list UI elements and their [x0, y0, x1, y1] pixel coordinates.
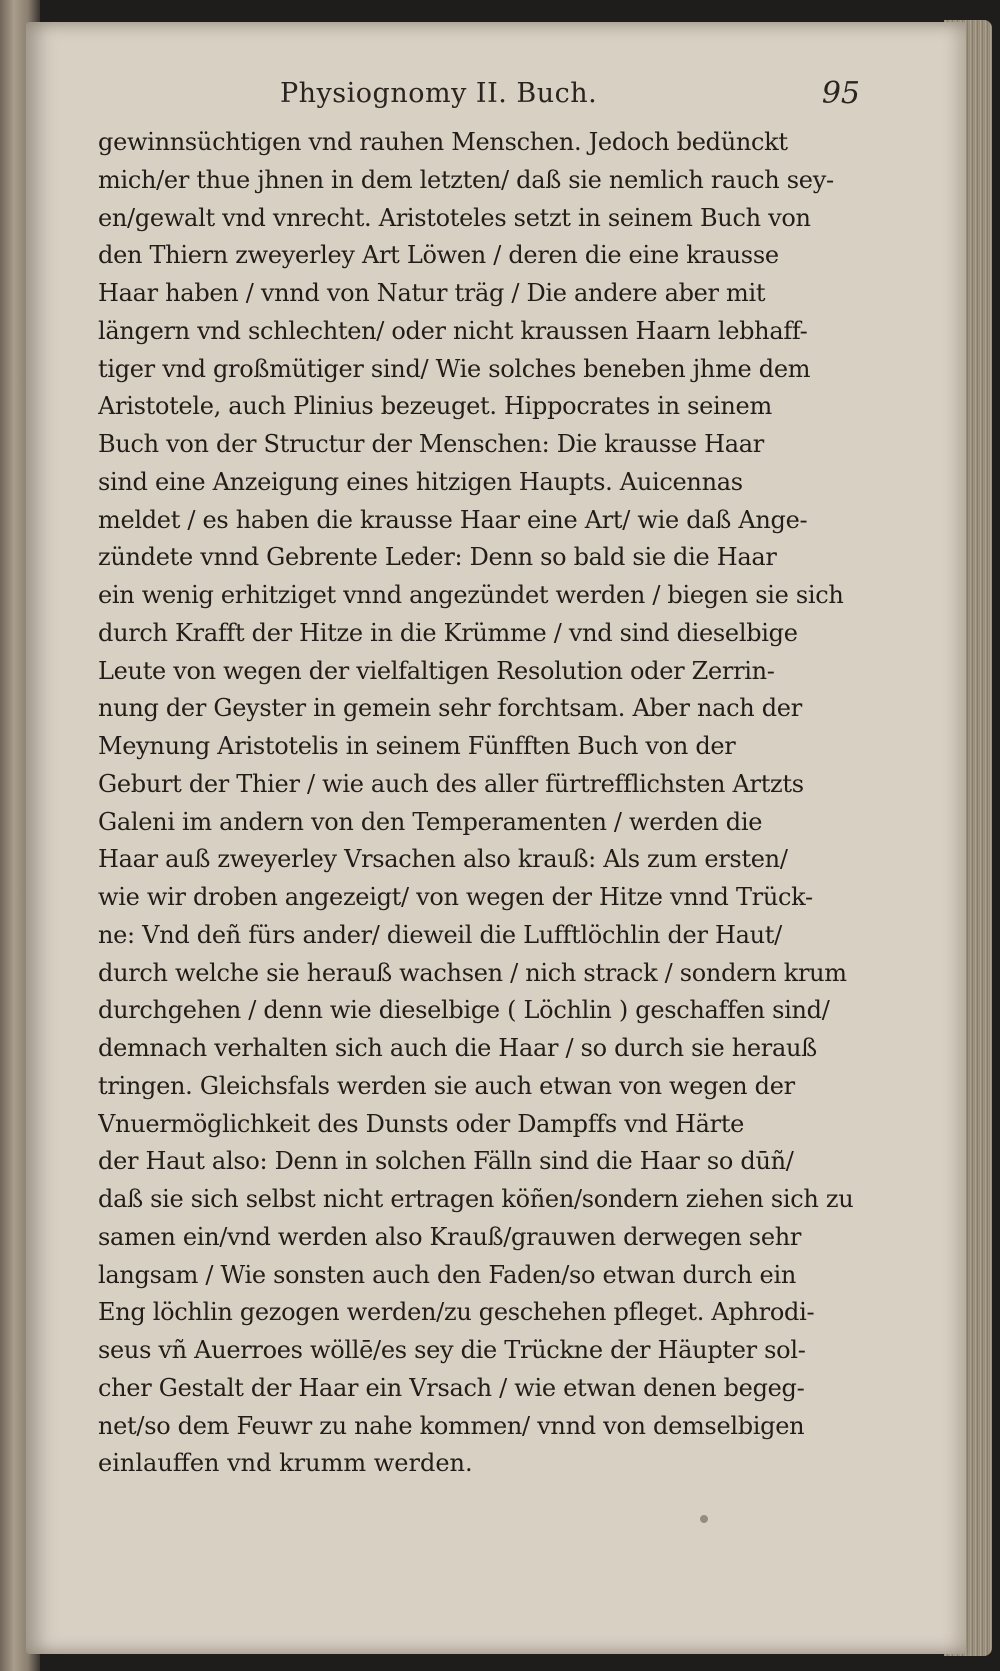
text-line: Haar haben / vnnd von Natur träg / Die andere aber mit: [98, 279, 766, 307]
text-line: mich/er thue jhnen in dem letzten/ daß sie nemlich rauch sey-: [98, 165, 834, 194]
text-line: daß sie sich selbst nicht ertragen köñen/sondern ziehen sich zu: [98, 1185, 854, 1213]
text-line: Geburt der Thier / wie auch des aller fürtrefflichsten Artzts: [98, 769, 804, 798]
text-line: seus vñ Auerroes wöllē/es sey die Trückne der Häupter sol-: [98, 1336, 806, 1364]
text-line: der Haut also: Denn in solchen Fälln sind die Haar so dūñ/: [98, 1147, 794, 1176]
text-line: einlauffen vnd krumm werden.: [98, 1449, 473, 1478]
text-line: Meynung Aristotelis in seinem Fünfften Buch von der: [98, 732, 736, 760]
text-line: Galeni im andern von den Temperamenten / werden die: [98, 807, 763, 836]
text-line: ein wenig erhitziget vnnd angezündet werden / biegen sie sich: [98, 581, 844, 609]
text-line: durch Krafft der Hitze in die Krümme / vnd sind dieselbige: [98, 618, 798, 647]
text-line: net/so dem Feuwr zu nahe kommen/ vnnd von demselbigen: [98, 1411, 805, 1440]
page-number: 95: [821, 76, 860, 111]
text-line: samen ein/vnd werden also Krauß/grauwen derwegen sehr: [98, 1222, 802, 1251]
text-line: langsam / Wie sonsten auch den Faden/so etwan durch ein: [98, 1260, 796, 1289]
text-line: gewinnsüchtigen vnd rauhen Menschen. Jedoch bedünckt: [98, 128, 788, 156]
text-line: Vnuermöglichkeit des Dunsts oder Dampffs vnd Härte: [98, 1109, 745, 1138]
text-line: tiger vnd großmütiger sind/ Wie solches beneben jhme dem: [98, 354, 811, 383]
text-line: meldet / es haben die krausse Haar eine Art/ wie daß Ange-: [98, 505, 808, 534]
text-line: ne: Vnd deñ fürs ander/ dieweil die Lufftlöchlin der Haut/: [98, 920, 782, 949]
text-line: nung der Geyster in gemein sehr forchtsam. Aber nach der: [98, 694, 802, 723]
page-header: [100, 78, 860, 118]
text-line: tringen. Gleichsfals werden sie auch etwan von wegen der: [98, 1071, 795, 1100]
text-line: Leute von wegen der vielfaltigen Resolution oder Zerrin-: [98, 656, 775, 685]
text-line: durchgehen / denn wie dieselbige ( Löchlin ) geschaffen sind/: [98, 996, 830, 1025]
text-line: cher Gestalt der Haar ein Vrsach / wie etwan denen begeg-: [98, 1373, 805, 1402]
running-head: Physiognomy II. Buch.: [280, 78, 598, 109]
text-line: zündete vnnd Gebrente Leder: Denn so bald sie die Haar: [98, 543, 777, 572]
text-line: durch welche sie herauß wachsen / nich strack / sondern krum: [98, 958, 847, 987]
text-line: demnach verhalten sich auch die Haar / so durch sie herauß: [98, 1034, 817, 1062]
text-line: Eng löchlin gezogen werden/zu geschehen pfleget. Aphrodi-: [98, 1298, 815, 1327]
text-line: en/gewalt vnd vnrecht. Aristoteles setzt in seinem Buch von: [98, 203, 811, 232]
text-line: wie wir droben angezeigt/ von wegen der Hitze vnnd Trück-: [98, 883, 813, 911]
text-line: längern vnd schlechten/ oder nicht kraussen Haarn lebhaff-: [98, 316, 808, 345]
body-text: [98, 124, 858, 1483]
text-line: den Thiern zweyerley Art Löwen / deren die eine krausse: [98, 241, 779, 270]
text-line: Haar auß zweyerley Vrsachen also krauß: Als zum ersten/: [98, 845, 788, 874]
text-line: Buch von der Structur der Menschen: Die krausse Haar: [98, 430, 764, 458]
paper-speck: [700, 1515, 708, 1523]
text-line: sind eine Anzeigung eines hitzigen Haupts. Auicennas: [98, 467, 743, 496]
text-line: Aristotele, auch Plinius bezeuget. Hippocrates in seinem: [98, 392, 772, 421]
